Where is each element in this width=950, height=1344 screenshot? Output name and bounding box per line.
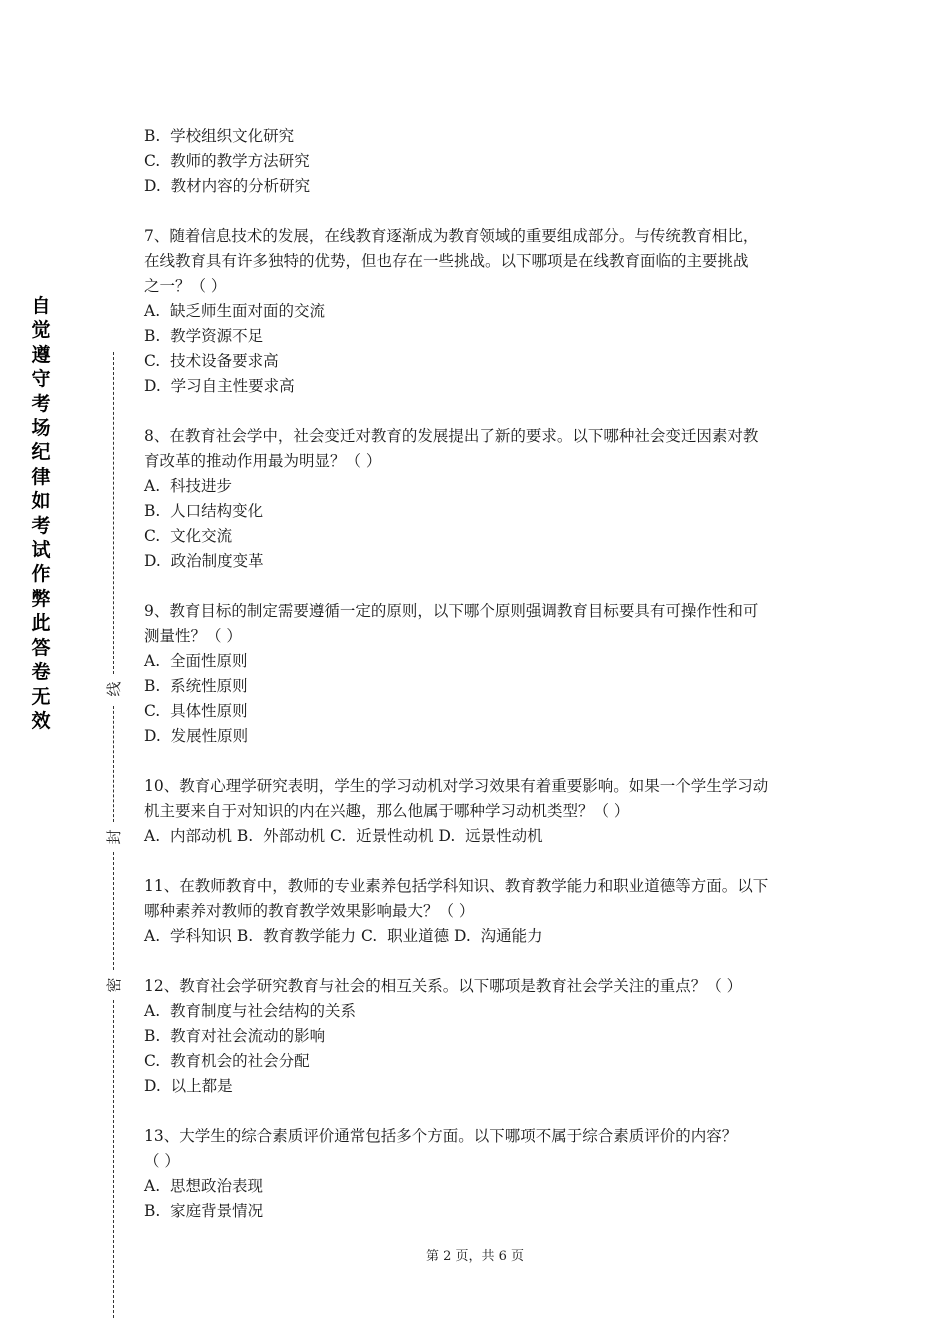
page-number-footer: 第 2 页，共 6 页	[425, 1249, 525, 1264]
binding-char-line: 线	[104, 679, 124, 699]
question-8-option-d: D. 政治制度变革	[144, 552, 264, 570]
binding-line-bottom	[113, 1000, 114, 1318]
prev-question-option-b: B. 学校组织文化研究	[144, 127, 295, 145]
question-8-option-c: C. 文化交流	[144, 527, 233, 545]
question-12-option-c: C. 教育机会的社会分配	[144, 1052, 310, 1070]
question-7-line-3: 之一？（ ）	[144, 277, 227, 295]
question-11-line-1: 11、在教师教育中，教师的专业素养包括学科知识、教育教学能力和职业道德等方面。以下	[144, 877, 769, 895]
question-7-option-b: B. 教学资源不足	[144, 327, 264, 345]
question-12-option-a: A. 教育制度与社会结构的关系	[144, 1002, 356, 1020]
question-8-option-a: A. 科技进步	[144, 477, 232, 495]
question-7-option-c: C. 技术设备要求高	[144, 352, 279, 370]
question-11-options: A. 学科知识 B. 教育教学能力 C. 职业道德 D. 沟通能力	[144, 927, 543, 945]
question-7-line-1: 7、随着信息技术的发展，在线教育逐渐成为教育领域的重要组成部分。与传统教育相比，	[144, 227, 759, 245]
question-7-option-a: A. 缺乏师生面对面的交流	[144, 302, 325, 320]
question-9-option-b: B. 系统性原则	[144, 677, 248, 695]
prev-question-option-c: C. 教师的教学方法研究	[144, 152, 310, 170]
question-content	[144, 124, 814, 1224]
question-7-option-d: D. 学习自主性要求高	[144, 377, 295, 395]
question-8-line-1: 8、在教育社会学中，社会变迁对教育的发展提出了新的要求。以下哪种社会变迁因素对教	[144, 427, 759, 445]
question-8-line-2: 育改革的推动作用最为明显？（ ）	[144, 452, 382, 470]
question-11-line-2: 哪种素养对教师的教育教学效果影响最大？（ ）	[144, 902, 475, 920]
question-12-option-b: B. 教育对社会流动的影响	[144, 1027, 326, 1045]
question-9-option-d: D. 发展性原则	[144, 727, 249, 745]
binding-line-lower	[113, 852, 114, 970]
prev-question-option-d: D. 教材内容的分析研究	[144, 177, 311, 195]
exam-discipline-warning: 自觉遵守考场纪律如考试作弊此答卷无效	[31, 295, 51, 732]
question-9-line-1: 9、教育目标的制定需要遵循一定的原则，以下哪个原则强调教育目标要具有可操作性和可	[144, 602, 759, 620]
question-7-line-2: 在线教育具有许多独特的优势，但也存在一些挑战。以下哪项是在线教育面临的主要挑战	[144, 252, 749, 270]
binding-char-secret: 密	[104, 975, 124, 995]
question-9-option-c: C. 具体性原则	[144, 702, 248, 720]
question-10-options: A. 内部动机 B. 外部动机 C. 近景性动机 D. 远景性动机	[144, 827, 543, 845]
question-9-line-2: 测量性？（ ）	[144, 627, 242, 645]
question-9-option-a: A. 全面性原则	[144, 652, 248, 670]
binding-line-upper	[113, 352, 114, 674]
binding-char-seal: 封	[104, 827, 124, 847]
question-10-line-1: 10、教育心理学研究表明，学生的学习动机对学习效果有着重要影响。如果一个学生学习动	[144, 777, 769, 795]
question-13-line-1: 13、大学生的综合素质评价通常包括多个方面。以下哪项不属于综合素质评价的内容？	[144, 1127, 738, 1145]
question-13-line-2: （ ）	[144, 1152, 180, 1170]
question-13-option-b: B. 家庭背景情况	[144, 1202, 264, 1220]
question-12-option-d: D. 以上都是	[144, 1077, 233, 1095]
binding-line-middle	[113, 706, 114, 822]
question-8-option-b: B. 人口结构变化	[144, 502, 264, 520]
question-10-line-2: 机主要来自于对知识的内在兴趣，那么他属于哪种学习动机类型？（ ）	[144, 802, 630, 820]
question-12-line-1: 12、教育社会学研究教育与社会的相互关系。以下哪项是教育社会学关注的重点？（ ）	[144, 977, 743, 995]
question-13-option-a: A. 思想政治表现	[144, 1177, 263, 1195]
